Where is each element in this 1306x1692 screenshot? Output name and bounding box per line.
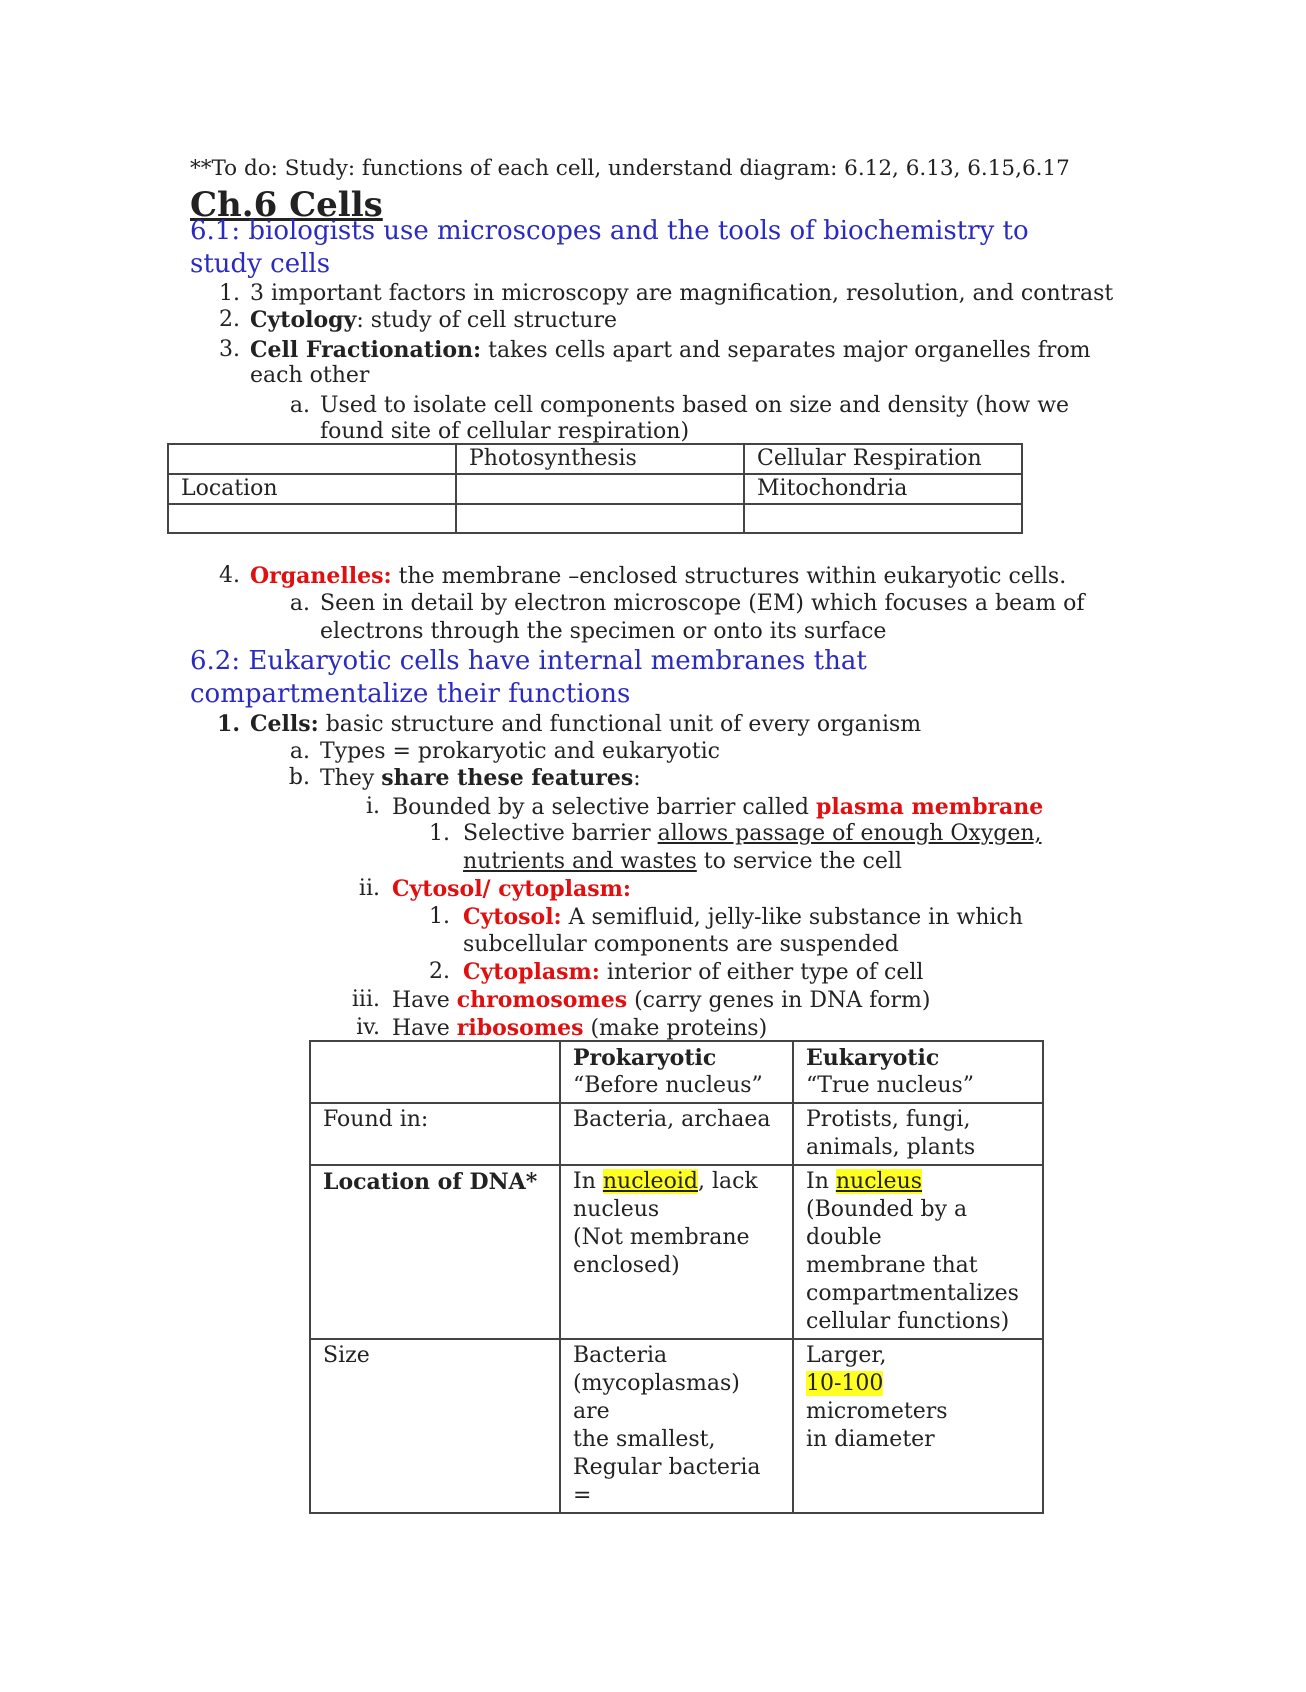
table-cell — [168, 504, 456, 533]
table-cell: Location — [168, 474, 456, 504]
table-cell — [456, 504, 744, 533]
table-cell: Eukaryotic “True nucleus” — [793, 1041, 1043, 1103]
table-cell: In nucleoid, lack nucleus (Not membrane enclosed) — [560, 1165, 793, 1339]
cell-types-table — [309, 1040, 1044, 1514]
document-page: **To do: Study: functions of each cell, understand diagram: 6.12, 6.13, 6.15,6.17 Ch.6 Cells 6.1: biologists use microscopes and the tools of biochemistry to study cells 1. 3 important factors in microscopy are magnification, resolution, and contrast 2. Cytology: study of cell structure 3. Cell Fractionation: takes cells apart and separates major organelles from each other a. Used to isolate cell components based on size and density (how we found site of cellular respiration) Photosynthesis Cellular Respiration Location Mitochondria 4. Organelles: the membrane –enclosed structures within eukaryotic cells. a. Seen in detail by electron microscope (EM) which focuses a beam of electrons through the specimen or onto its surface 6.2: Eukaryotic cells have internal membranes that compartmentalize their functions 1. Cells: basic structure and functional unit of every organism a. Types = prokaryotic and eukaryotic b. They share these features: i. Bounded by a selective barrier called plasma membrane 1. Selective barrier allows passage of enough Oxygen, nutrients and wastes to service the cell ii. Cytosol/ cytoplasm: 1. Cytosol: A semifluid, jelly-like substance in which subcellular components are suspended 2. Cytoplasm: interior of either type of cell iii. Have chromosomes (carry genes in DNA form) iv. Have ribosomes (make proteins) Prokaryotic “Before nucleus” Eukaryotic “True nucleus” Found in: Bacteria, archaea Protists, fungi, animals, plants Location of DNA* In nucleoid, lack nucleus (Not membrane enclosed) In nucleus (Bounded by a double membrane that compartmentalizes cellular functions) Size Bacteria (mycoplasmas) are the smallest, Regular bacteria = Larger, 10-100 micrometers in diameter — [0, 0, 1306, 1692]
table-cell: Photosynthesis — [456, 444, 744, 474]
table-cell: Prokaryotic “Before nucleus” — [560, 1041, 793, 1103]
table-row — [310, 1165, 1043, 1339]
list-item-continuation: subcellular components are suspended — [463, 932, 899, 957]
page-title: Ch.6 Cells — [190, 185, 383, 225]
table-cell: Bacteria (mycoplasmas) are the smallest, Regular bacteria = — [560, 1339, 793, 1513]
table-row — [310, 1103, 1043, 1165]
todo-note: **To do: Study: functions of each cell, understand diagram: 6.12, 6.13, 6.15,6.17 — [190, 156, 1070, 181]
table-cell: Bacteria, archaea — [560, 1103, 793, 1165]
table-cell — [168, 444, 456, 474]
table-cell: Mitochondria — [744, 474, 1022, 504]
list-item-continuation: each other — [250, 363, 370, 388]
table-row — [310, 1339, 1043, 1513]
section-6-1-heading: 6.1: biologists use microscopes and the tools of biochemistry to study cells — [190, 216, 1029, 279]
table-cell: Location of DNA* — [310, 1165, 560, 1339]
list-item-continuation: nutrients and wastes to service the cell — [463, 849, 902, 874]
list-item-continuation: found site of cellular respiration) — [320, 419, 690, 444]
table-row — [310, 1041, 1043, 1103]
section-6-2-heading: 6.2: Eukaryotic cells have internal membranes that compartmentalize their functions — [190, 646, 867, 709]
fractionation-table — [167, 443, 1023, 534]
table-cell: Larger, 10-100 micrometers in diameter — [793, 1339, 1043, 1513]
table-cell: Found in: — [310, 1103, 560, 1165]
table-cell — [456, 474, 744, 504]
list-item-continuation: electrons through the specimen or onto its surface — [320, 619, 887, 644]
table-cell — [310, 1041, 560, 1103]
table-cell: Protists, fungi, animals, plants — [793, 1103, 1043, 1165]
table-cell: In nucleus (Bounded by a double membrane that compartmentalizes cellular functions) — [793, 1165, 1043, 1339]
table-cell: Cellular Respiration — [744, 444, 1022, 474]
table-cell — [744, 504, 1022, 533]
table-cell: Size — [310, 1339, 560, 1513]
